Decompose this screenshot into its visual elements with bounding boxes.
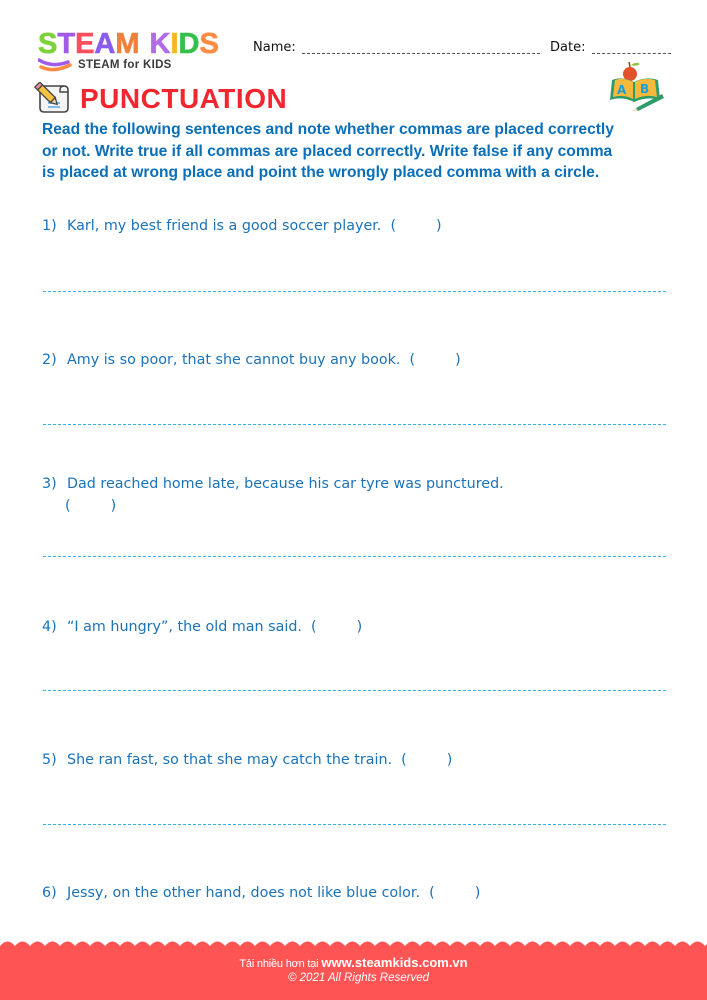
- logo-letter: T: [57, 28, 76, 60]
- logo-letter: D: [178, 28, 200, 60]
- question-number: 2): [42, 352, 57, 368]
- svg-text:B: B: [640, 82, 650, 96]
- answer-box[interactable]: [401, 750, 452, 770]
- question-text: Amy is so poor, that she cannot buy any book.: [67, 352, 401, 368]
- footer-download: [0, 952, 707, 971]
- smile-swoosh-icon: [38, 58, 72, 72]
- logo-wordmark: [38, 28, 219, 60]
- paren-open: (: [65, 498, 71, 514]
- paren-close: ): [110, 498, 117, 514]
- logo-letter: I: [170, 28, 179, 60]
- footer-url-link[interactable]: www.steamkids.com.vn: [321, 955, 468, 970]
- worksheet-title: PUNCTUATION: [80, 83, 288, 114]
- answer-box[interactable]: [409, 350, 460, 370]
- footer-prefix: Tải nhiều hơn tại: [239, 958, 319, 970]
- logo-tagline: STEAM for KIDS: [78, 59, 172, 71]
- paren-open: (: [429, 885, 435, 901]
- logo-letter: E: [75, 28, 95, 60]
- paren-open: (: [401, 752, 407, 768]
- answer-box[interactable]: [311, 617, 362, 637]
- answer-line-5[interactable]: [43, 824, 666, 825]
- question-text: Jessy, on the other hand, does not like blue color.: [67, 885, 421, 901]
- name-label: Name:: [253, 40, 296, 55]
- question-2: [42, 350, 461, 370]
- instruction-line: is placed at wrong place and point the wrongly placed comma with a circle.: [42, 164, 600, 181]
- instruction-line: or not. Write true if all commas are placed correctly. Write false if any comma: [42, 142, 613, 160]
- answer-line-2[interactable]: [43, 424, 666, 425]
- paren-open: (: [390, 218, 397, 234]
- question-3: [42, 474, 504, 494]
- question-1: [42, 216, 442, 236]
- logo-letter: S: [38, 28, 58, 60]
- logo-letter: M: [115, 28, 140, 60]
- answer-box[interactable]: [429, 883, 480, 903]
- question-number: 6): [42, 885, 57, 901]
- paren-close: ): [455, 352, 461, 368]
- pencil-paper-icon: [34, 82, 72, 116]
- date-field[interactable]: [592, 53, 671, 54]
- paren-open: (: [409, 352, 416, 368]
- logo-letter: A: [94, 28, 116, 60]
- paren-close: ): [474, 885, 481, 901]
- answer-line-3[interactable]: [43, 556, 666, 557]
- answer-box[interactable]: [390, 216, 441, 236]
- answer-line-1[interactable]: [43, 291, 666, 292]
- answer-line-4[interactable]: [43, 690, 666, 691]
- instructions: [42, 119, 682, 184]
- steam-kids-logo: [38, 28, 238, 76]
- question-text: She ran fast, so that she may catch the train.: [67, 752, 393, 768]
- abc-book-apple-icon: [606, 60, 666, 112]
- instruction-line: Read the following sentences and note whether commas are placed correctly: [42, 121, 614, 138]
- date-label: Date:: [550, 40, 586, 55]
- question-text: Dad reached home late, because his car tyre was punctured.: [67, 476, 504, 492]
- question-text: “I am hungry”, the old man said.: [67, 619, 302, 635]
- question-number: 4): [42, 619, 57, 635]
- name-field[interactable]: [302, 53, 540, 54]
- question-number: 3): [42, 476, 57, 492]
- logo-letter: K: [149, 28, 171, 60]
- question-number: 5): [42, 752, 57, 768]
- question-5: [42, 750, 452, 770]
- footer-copyright: © 2021 All Rights Reserved: [287, 972, 429, 984]
- logo-letter: S: [199, 28, 219, 60]
- answer-box[interactable]: [65, 496, 116, 516]
- paren-open: (: [311, 619, 317, 635]
- paren-close: ): [436, 218, 442, 234]
- svg-text:A: A: [617, 83, 627, 97]
- question-number: 1): [42, 218, 57, 234]
- paren-close: ): [446, 752, 453, 768]
- question-4: [42, 617, 362, 637]
- question-6: [42, 883, 480, 903]
- question-text: Karl, my best friend is a good soccer player.: [67, 218, 382, 234]
- paren-close: ): [356, 619, 363, 635]
